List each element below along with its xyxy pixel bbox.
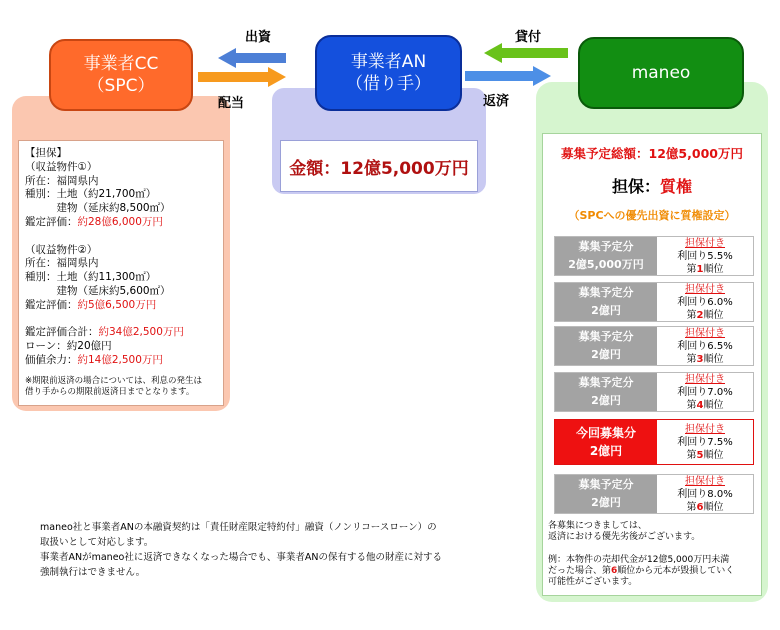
tranche-secured: 担保付き <box>685 237 725 249</box>
property2-land: 種別：土地（約11,300㎡） <box>25 271 157 284</box>
loan-amount: ローン：約20億円 <box>25 340 112 353</box>
tranche-label <box>555 283 657 321</box>
tranche-row-current <box>554 419 754 465</box>
example-line3: 可能性がございます。 <box>548 577 638 587</box>
tranche-label-title: 募集予定分 <box>578 330 634 343</box>
entity-an-borrower <box>315 35 462 111</box>
prepayment-note-line2: 借り手からの期限前返済日までとなります。 <box>25 386 195 397</box>
tranche-rank-number: 6 <box>696 501 704 513</box>
collateral-details <box>18 140 224 406</box>
security-value: 質権 <box>660 177 693 196</box>
entity-cc-name: 事業者CC <box>83 54 159 74</box>
tranche-yield: 利回り6.0% <box>677 296 733 308</box>
tranche-secured: 担保付き <box>685 373 725 385</box>
tranche-label-amount: 2億円 <box>591 304 621 317</box>
entity-maneo-name: maneo <box>631 63 691 83</box>
tranche-yield: 利回り7.0% <box>677 386 733 398</box>
tranche-row <box>554 282 754 322</box>
collateral-heading: 【担保】 <box>25 147 67 159</box>
tranche-rank <box>687 353 724 366</box>
tranche-label <box>555 327 657 365</box>
tranche-label-amount: 2億5,000万円 <box>568 258 644 271</box>
tranche-label-title: 募集予定分 <box>578 478 634 491</box>
property2-building: 建物（延床約5,600㎡） <box>25 284 171 297</box>
tranche-rank-pre: 第 <box>686 501 697 513</box>
tranche-info <box>657 237 753 275</box>
tranche-rank-pre: 第 <box>686 263 697 275</box>
tranche-rank-post: 順位 <box>703 263 724 275</box>
tranche-rank-number: 2 <box>696 309 704 321</box>
total-appraisal-label: 鑑定評価合計： <box>25 326 99 339</box>
tranche-rank <box>687 309 724 322</box>
tranche-rank-post: 順位 <box>703 399 724 411</box>
tranche-rank <box>687 263 724 276</box>
tranche-rank-pre: 第 <box>686 399 697 411</box>
property2-appraisal-label: 鑑定評価： <box>25 298 78 311</box>
property1-location: 所在：福岡県内 <box>25 174 99 187</box>
equity-value: 約14億2,500万円 <box>77 353 163 366</box>
priority-line1: 各募集につきましては、 <box>548 521 647 531</box>
footer-line4: 強制執行はできません。 <box>40 567 146 578</box>
tranche-rank <box>687 501 724 514</box>
property2-name: （収益物件②） <box>25 243 98 256</box>
tranche-label <box>555 237 657 275</box>
tranche-rank-pre: 第 <box>686 449 697 461</box>
nonrecourse-note <box>40 520 442 580</box>
loan-label: 貸付 <box>515 30 542 45</box>
loss-example <box>548 555 734 588</box>
amount-box <box>280 140 478 192</box>
tranche-yield: 利回り5.5% <box>677 250 733 262</box>
tranche-label-title: 募集予定分 <box>578 376 634 389</box>
example-line1: 例：本物件の売却代金が12億5,000万円未満 <box>548 555 730 565</box>
tranche-yield: 利回り7.5% <box>677 436 733 448</box>
security-line <box>542 174 762 197</box>
tranche-secured: 担保付き <box>685 283 725 295</box>
total-raise: 募集予定総額：12億5,000万円 <box>561 146 743 161</box>
prepayment-note-line1: ※期限前返済の場合については、利息の発生は <box>25 375 202 386</box>
loan-arrow-icon <box>484 43 568 63</box>
tranche-row <box>554 372 754 412</box>
investment-label: 出資 <box>245 30 272 45</box>
tranche-rank-post: 順位 <box>703 309 724 321</box>
example-line2-pre: だった場合、第 <box>548 566 612 576</box>
amount-value: 12億5,000万円 <box>340 158 469 179</box>
investment-arrow-icon <box>218 48 286 68</box>
tranche-info <box>657 420 753 464</box>
property1-appraisal-value: 約28億6,000万円 <box>77 215 163 228</box>
property1-land: 種別：土地（約21,700㎡） <box>25 188 157 201</box>
property2-location: 所在：福岡県内 <box>25 257 99 270</box>
tranche-rank-number: 3 <box>696 353 704 365</box>
tranche-row <box>554 236 754 276</box>
amount-label: 金額： <box>289 158 341 179</box>
dividend-arrow-icon <box>198 67 286 87</box>
entity-cc-type: （SPC） <box>87 76 155 96</box>
entity-an-role: （借り手） <box>346 74 431 94</box>
tranche-secured: 担保付き <box>685 423 725 435</box>
tranche-yield: 利回り8.0% <box>677 488 733 500</box>
repayment-arrow-icon <box>465 66 551 86</box>
tranche-info <box>657 327 753 365</box>
tranche-rank-post: 順位 <box>703 501 724 513</box>
tranche-rank-number: 1 <box>696 263 704 275</box>
tranche-yield: 利回り6.5% <box>677 340 733 352</box>
tranche-info <box>657 283 753 321</box>
repayment-label: 返済 <box>483 94 510 109</box>
tranche-label <box>555 475 657 513</box>
total-appraisal-value: 約34億2,500万円 <box>98 326 184 339</box>
priority-pledge-note: （SPCへの優先出資に質権設定） <box>568 209 736 222</box>
property2-appraisal-value: 約5億6,500万円 <box>77 298 157 311</box>
entity-cc-spc <box>49 39 193 111</box>
tranche-info <box>657 475 753 513</box>
footer-line1: maneo社と事業者ANの本融資契約は「責任財産限定特約付」融資（ノンリコースローン）の <box>40 522 437 533</box>
collateral-text <box>19 141 223 368</box>
tranche-label <box>555 373 657 411</box>
tranche-rank-number: 5 <box>696 449 704 461</box>
entity-an-name: 事業者AN <box>350 52 427 72</box>
example-line2-rank: 6 <box>611 566 618 576</box>
equity-label: 価値余力： <box>25 353 78 366</box>
tranche-rank-post: 順位 <box>703 353 724 365</box>
tranche-rank-pre: 第 <box>686 353 697 365</box>
tranche-label-amount: 2億円 <box>589 444 623 458</box>
footer-line2: 取扱いとして対応します。 <box>40 537 154 548</box>
example-line2-post: 順位から元本が毀損していく <box>617 566 735 576</box>
property1-name: （収益物件①） <box>25 160 98 173</box>
tranche-label <box>555 420 657 464</box>
tranche-label-title: 今回募集分 <box>575 426 636 440</box>
tranche-label-title: 募集予定分 <box>578 286 634 299</box>
tranche-row <box>554 474 754 514</box>
dividend-label: 配当 <box>218 96 245 111</box>
tranche-rank <box>687 449 724 462</box>
tranche-rank-number: 4 <box>696 399 704 411</box>
property1-appraisal-label: 鑑定評価： <box>25 215 78 228</box>
tranche-label-amount: 2億円 <box>591 348 621 361</box>
tranche-info <box>657 373 753 411</box>
tranche-rank-post: 順位 <box>703 449 724 461</box>
tranche-secured: 担保付き <box>685 475 725 487</box>
footer-line3: 事業者ANがmaneo社に返済できなくなった場合でも、事業者ANの保有する他の財産に対する <box>40 552 442 563</box>
prepayment-note <box>19 368 223 398</box>
tranche-rank-pre: 第 <box>686 309 697 321</box>
tranche-label-amount: 2億円 <box>591 394 621 407</box>
property1-building: 建物（延床約8,500㎡） <box>25 202 171 215</box>
entity-maneo <box>578 37 744 109</box>
tranche-row <box>554 326 754 366</box>
tranche-rank <box>687 399 724 412</box>
tranche-label-amount: 2億円 <box>591 496 621 509</box>
tranche-label-title: 募集予定分 <box>578 240 634 253</box>
priority-explanation <box>548 521 700 543</box>
priority-line2: 返済における優先劣後がございます。 <box>548 532 701 542</box>
tranche-secured: 担保付き <box>685 327 725 339</box>
security-label: 担保： <box>611 177 660 196</box>
